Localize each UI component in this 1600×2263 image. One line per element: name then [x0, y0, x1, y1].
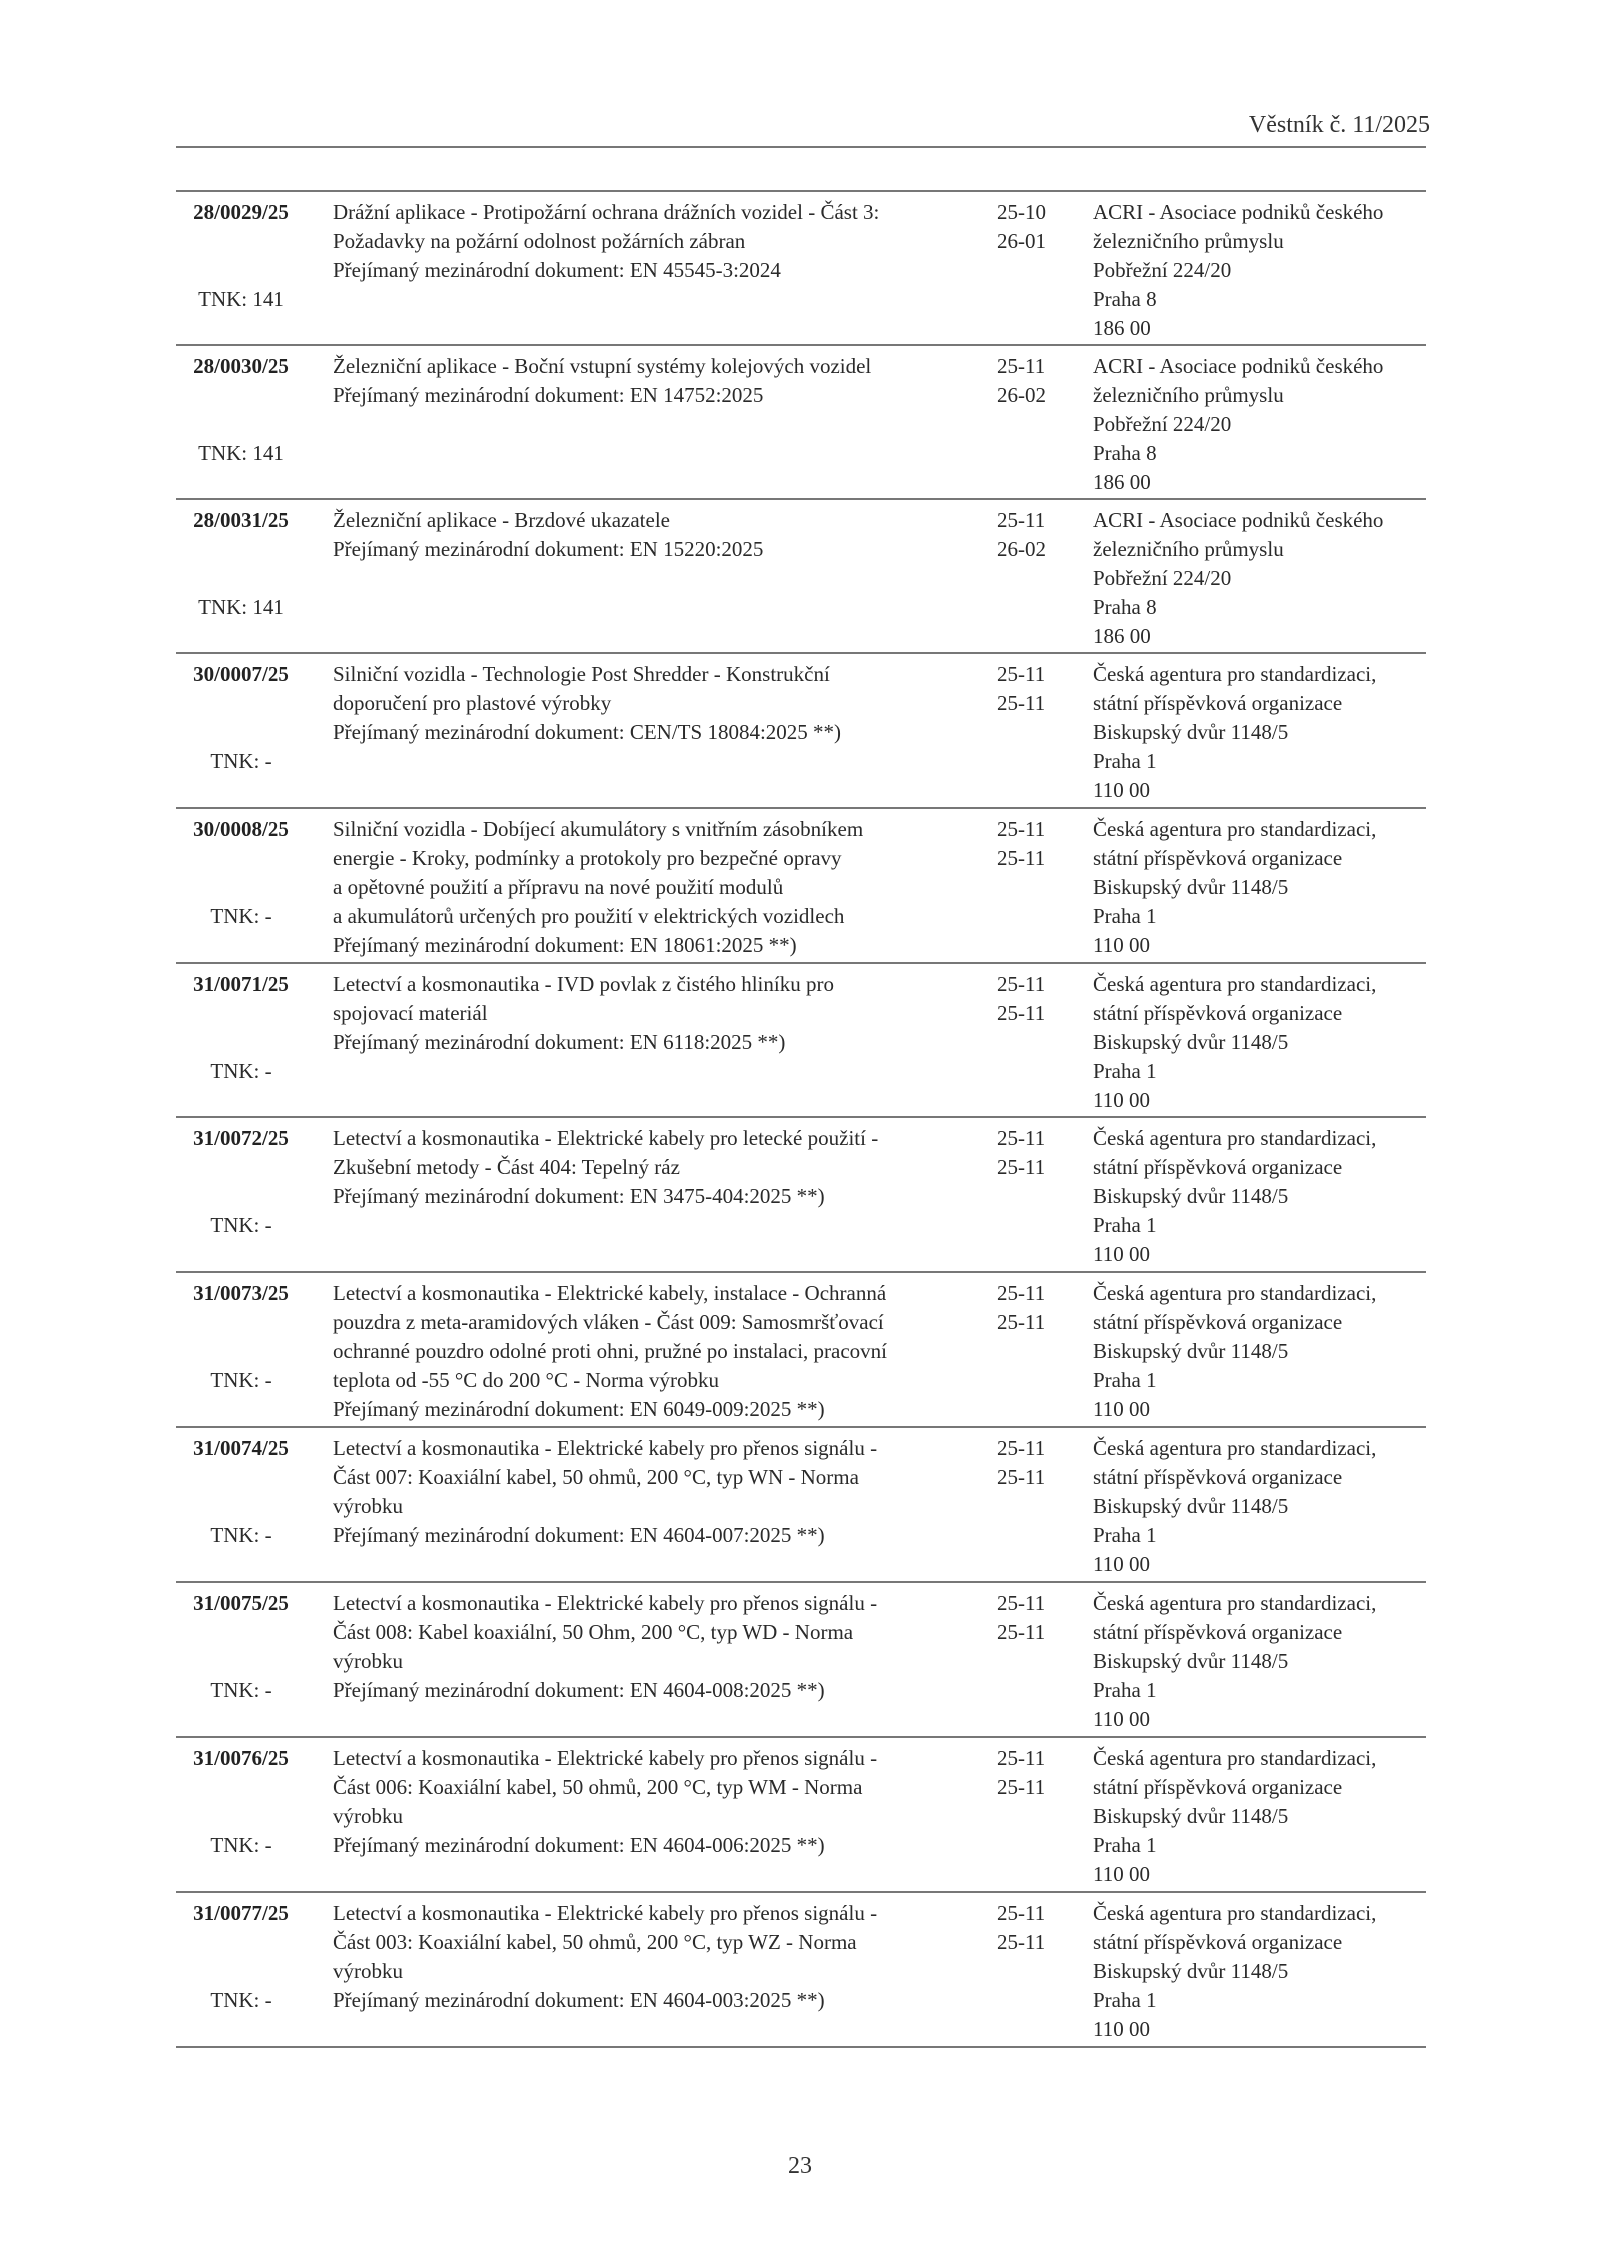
organization-line: Česká agentura pro standardizaci,	[1093, 1591, 1377, 1615]
organization-line: 186 00	[1093, 470, 1151, 494]
date-value: 26-02	[997, 383, 1046, 407]
date-value: 25-11	[997, 1775, 1046, 1799]
entry-id-column	[176, 506, 306, 619]
table-row	[176, 1893, 1426, 2048]
date-value: 25-11	[997, 1620, 1046, 1644]
description-line: Část 008: Kabel koaxiální, 50 Ohm, 200 °C, typ WD - Norma	[333, 1620, 854, 1644]
entry-organization	[1093, 1899, 1433, 2044]
description-line: Letectví a kosmonautika - IVD povlak z čistého hliníku pro	[333, 972, 834, 996]
organization-line: Praha 1	[1093, 1523, 1157, 1547]
entry-id-column	[176, 660, 306, 773]
entry-number: 31/0073/25	[193, 1281, 289, 1305]
description-line: výrobku	[333, 1494, 403, 1518]
organization-line: Biskupský dvůr 1148/5	[1093, 1339, 1289, 1363]
organization-line: Biskupský dvůr 1148/5	[1093, 1030, 1289, 1054]
entry-organization	[1093, 970, 1433, 1115]
date-value: 25-11	[997, 817, 1046, 841]
entry-dates	[997, 1279, 1067, 1337]
organization-line: ACRI - Asociace podniků českého	[1093, 508, 1384, 532]
entry-dates	[997, 506, 1067, 564]
description-line: spojovací materiál	[333, 1001, 488, 1025]
description-line: Přejímaný mezinárodní dokument: EN 6049-009:2025 **)	[333, 1397, 825, 1421]
entry-id-column	[176, 970, 306, 1083]
organization-line: 110 00	[1093, 2017, 1150, 2041]
entry-number: 30/0007/25	[193, 662, 289, 686]
table-row	[176, 1118, 1426, 1273]
organization-line: ACRI - Asociace podniků českého	[1093, 200, 1384, 224]
entry-tnk: TNK: -	[210, 1368, 272, 1392]
date-value: 25-11	[997, 1436, 1046, 1460]
description-line: Část 007: Koaxiální kabel, 50 ohmů, 200 °C, typ WN - Norma	[333, 1465, 859, 1489]
description-line: Přejímaný mezinárodní dokument: EN 4604-006:2025 **)	[333, 1833, 825, 1857]
organization-line: 186 00	[1093, 316, 1151, 340]
table-row	[176, 964, 1426, 1118]
description-line: teplota od -55 °C do 200 °C - Norma výrobku	[333, 1368, 719, 1392]
date-value: 26-01	[997, 229, 1046, 253]
organization-line: Biskupský dvůr 1148/5	[1093, 1804, 1289, 1828]
description-line: Přejímaný mezinárodní dokument: EN 4604-003:2025 **)	[333, 1988, 825, 2012]
entry-id-column	[176, 352, 306, 465]
entry-tnk: TNK: -	[210, 1678, 272, 1702]
description-line: Přejímaný mezinárodní dokument: CEN/TS 18084:2025 **)	[333, 720, 842, 744]
date-value: 25-11	[997, 354, 1046, 378]
description-line: Letectví a kosmonautika - Elektrické kabely pro přenos signálu -	[333, 1901, 878, 1925]
entry-organization	[1093, 198, 1433, 343]
organization-line: železničního průmyslu	[1093, 383, 1284, 407]
description-line: Přejímaný mezinárodní dokument: EN 3475-404:2025 **)	[333, 1184, 825, 1208]
description-line: výrobku	[333, 1649, 403, 1673]
entry-tnk: TNK: 141	[198, 595, 284, 619]
description-line: Letectví a kosmonautika - Elektrické kabely pro letecké použití -	[333, 1126, 879, 1150]
organization-line: Česká agentura pro standardizaci,	[1093, 972, 1377, 996]
entry-description	[333, 1124, 993, 1211]
entry-description	[333, 506, 993, 564]
entry-dates	[997, 352, 1067, 410]
entry-description	[333, 815, 993, 960]
entry-dates	[997, 1744, 1067, 1802]
organization-line: 110 00	[1093, 1552, 1150, 1576]
entry-tnk: TNK: -	[210, 1059, 272, 1083]
description-line: výrobku	[333, 1959, 403, 1983]
date-value: 25-11	[997, 691, 1046, 715]
organization-line: státní příspěvková organizace	[1093, 1155, 1343, 1179]
entry-tnk: TNK: -	[210, 1213, 272, 1237]
organization-line: Česká agentura pro standardizaci,	[1093, 1126, 1377, 1150]
description-line: Drážní aplikace - Protipožární ochrana drážních vozidel - Část 3:	[333, 200, 880, 224]
entry-organization	[1093, 1744, 1433, 1889]
organization-line: Biskupský dvůr 1148/5	[1093, 1494, 1289, 1518]
organization-line: Praha 1	[1093, 1988, 1157, 2012]
organization-line: 110 00	[1093, 1088, 1150, 1112]
date-value: 25-11	[997, 508, 1046, 532]
entry-number: 31/0072/25	[193, 1126, 289, 1150]
entry-number: 31/0076/25	[193, 1746, 289, 1770]
date-value: 25-11	[997, 1930, 1046, 1954]
entry-dates	[997, 1434, 1067, 1492]
entry-tnk: TNK: 141	[198, 287, 284, 311]
entry-description	[333, 1899, 993, 2015]
description-line: Silniční vozidla - Dobíjecí akumulátory s vnitřním zásobníkem	[333, 817, 864, 841]
entry-tnk: TNK: -	[210, 749, 272, 773]
header-divider	[176, 146, 1426, 148]
entry-dates	[997, 1124, 1067, 1182]
entry-id-column	[176, 1434, 306, 1547]
table-row	[176, 1738, 1426, 1893]
organization-line: Praha 8	[1093, 441, 1157, 465]
description-line: Přejímaný mezinárodní dokument: EN 15220:2025	[333, 537, 764, 561]
entry-organization	[1093, 1124, 1433, 1269]
description-line: Přejímaný mezinárodní dokument: EN 45545-3:2024	[333, 258, 781, 282]
description-line: doporučení pro plastové výrobky	[333, 691, 612, 715]
entry-organization	[1093, 1279, 1433, 1424]
description-line: Přejímaný mezinárodní dokument: EN 14752:2025	[333, 383, 764, 407]
organization-line: Praha 1	[1093, 1368, 1157, 1392]
date-value: 25-11	[997, 1310, 1046, 1334]
organization-line: státní příspěvková organizace	[1093, 1775, 1343, 1799]
table-row	[176, 654, 1426, 809]
organization-line: 110 00	[1093, 1862, 1150, 1886]
organization-line: Česká agentura pro standardizaci,	[1093, 1746, 1377, 1770]
page-number: 23	[788, 2153, 812, 2179]
table-row	[176, 346, 1426, 500]
entry-number: 28/0029/25	[193, 200, 289, 224]
organization-line: 186 00	[1093, 624, 1151, 648]
entry-description	[333, 1589, 993, 1705]
entry-number: 31/0071/25	[193, 972, 289, 996]
organization-line: železničního průmyslu	[1093, 229, 1284, 253]
date-value: 25-11	[997, 846, 1046, 870]
organization-line: Praha 1	[1093, 1059, 1157, 1083]
date-value: 25-11	[997, 1001, 1046, 1025]
description-line: Přejímaný mezinárodní dokument: EN 4604-007:2025 **)	[333, 1523, 825, 1547]
description-line: Letectví a kosmonautika - Elektrické kabely pro přenos signálu -	[333, 1591, 878, 1615]
entry-tnk: TNK: -	[210, 1523, 272, 1547]
description-line: Přejímaný mezinárodní dokument: EN 6118:2025 **)	[333, 1030, 786, 1054]
table-row	[176, 1428, 1426, 1583]
organization-line: státní příspěvková organizace	[1093, 1310, 1343, 1334]
entry-dates	[997, 815, 1067, 873]
organization-line: státní příspěvková organizace	[1093, 1930, 1343, 1954]
organization-line: Pobřežní 224/20	[1093, 258, 1232, 282]
organization-line: Biskupský dvůr 1148/5	[1093, 720, 1289, 744]
organization-line: Česká agentura pro standardizaci,	[1093, 1281, 1377, 1305]
description-line: a opětovné použití a přípravu na nové použití modulů	[333, 875, 784, 899]
entry-dates	[997, 660, 1067, 718]
entry-number: 31/0075/25	[193, 1591, 289, 1615]
entry-number: 28/0031/25	[193, 508, 289, 532]
entry-tnk: TNK: -	[210, 1833, 272, 1857]
table-row	[176, 809, 1426, 964]
organization-line: Praha 8	[1093, 595, 1157, 619]
entry-description	[333, 660, 993, 747]
entry-id-column	[176, 198, 306, 311]
description-line: energie - Kroky, podmínky a protokoly pro bezpečné opravy	[333, 846, 842, 870]
date-value: 25-11	[997, 1155, 1046, 1179]
organization-line: Biskupský dvůr 1148/5	[1093, 1184, 1289, 1208]
table-row	[176, 1273, 1426, 1428]
date-value: 25-11	[997, 662, 1046, 686]
entry-dates	[997, 198, 1067, 256]
entry-organization	[1093, 506, 1433, 651]
entry-id-column	[176, 1279, 306, 1392]
organization-line: Česká agentura pro standardizaci,	[1093, 1901, 1377, 1925]
description-line: a akumulátorů určených pro použití v elektrických vozidlech	[333, 904, 845, 928]
organization-line: Praha 1	[1093, 1833, 1157, 1857]
description-line: Železniční aplikace - Boční vstupní systémy kolejových vozidel	[333, 354, 872, 378]
organization-line: Pobřežní 224/20	[1093, 566, 1232, 590]
entry-number: 28/0030/25	[193, 354, 289, 378]
entry-organization	[1093, 1589, 1433, 1734]
date-value: 25-11	[997, 1126, 1046, 1150]
organization-line: státní příspěvková organizace	[1093, 1620, 1343, 1644]
organization-line: 110 00	[1093, 1397, 1150, 1421]
description-line: Přejímaný mezinárodní dokument: EN 18061:2025 **)	[333, 933, 797, 957]
organization-line: státní příspěvková organizace	[1093, 1465, 1343, 1489]
organization-line: státní příspěvková organizace	[1093, 691, 1343, 715]
date-value: 25-11	[997, 1281, 1046, 1305]
organization-line: Praha 1	[1093, 749, 1157, 773]
entry-tnk: TNK: -	[210, 904, 272, 928]
organization-line: 110 00	[1093, 1242, 1150, 1266]
organization-line: Praha 1	[1093, 1213, 1157, 1237]
entry-number: 31/0074/25	[193, 1436, 289, 1460]
entry-organization	[1093, 352, 1433, 497]
organization-line: Biskupský dvůr 1148/5	[1093, 875, 1289, 899]
organization-line: 110 00	[1093, 933, 1150, 957]
entry-description	[333, 1434, 993, 1550]
page-header-title: Věstník č. 11/2025	[1248, 112, 1430, 138]
description-line: Část 003: Koaxiální kabel, 50 ohmů, 200 °C, typ WZ - Norma	[333, 1930, 857, 1954]
organization-line: Biskupský dvůr 1148/5	[1093, 1959, 1289, 1983]
organization-line: 110 00	[1093, 778, 1150, 802]
description-line: Silniční vozidla - Technologie Post Shredder - Konstrukční	[333, 662, 830, 686]
date-value: 25-11	[997, 972, 1046, 996]
entry-id-column	[176, 1744, 306, 1857]
entry-dates	[997, 1589, 1067, 1647]
organization-line: Česká agentura pro standardizaci,	[1093, 1436, 1377, 1460]
date-value: 25-11	[997, 1465, 1046, 1489]
entry-description	[333, 1744, 993, 1860]
date-value: 25-11	[997, 1746, 1046, 1770]
organization-line: železničního průmyslu	[1093, 537, 1284, 561]
description-line: Letectví a kosmonautika - Elektrické kabely, instalace - Ochranná	[333, 1281, 887, 1305]
entry-number: 30/0008/25	[193, 817, 289, 841]
table-row	[176, 1583, 1426, 1738]
entry-id-column	[176, 815, 306, 928]
description-line: Železniční aplikace - Brzdové ukazatele	[333, 508, 670, 532]
entry-description	[333, 352, 993, 410]
entry-dates	[997, 970, 1067, 1028]
entry-description	[333, 1279, 993, 1424]
description-line: Letectví a kosmonautika - Elektrické kabely pro přenos signálu -	[333, 1746, 878, 1770]
entry-tnk: TNK: -	[210, 1988, 272, 2012]
date-value: 25-11	[997, 1591, 1046, 1615]
organization-line: ACRI - Asociace podniků českého	[1093, 354, 1384, 378]
entry-description	[333, 198, 993, 285]
entry-number: 31/0077/25	[193, 1901, 289, 1925]
description-line: ochranné pouzdro odolné proti ohni, pružné po instalaci, pracovní	[333, 1339, 887, 1363]
standards-table	[176, 190, 1426, 2048]
description-line: pouzdra z meta-aramidových vláken - Část 009: Samosmršťovací	[333, 1310, 884, 1334]
date-value: 25-11	[997, 1901, 1046, 1925]
organization-line: Biskupský dvůr 1148/5	[1093, 1649, 1289, 1673]
organization-line: Česká agentura pro standardizaci,	[1093, 662, 1377, 686]
entry-id-column	[176, 1589, 306, 1702]
organization-line: Pobřežní 224/20	[1093, 412, 1232, 436]
description-line: Část 006: Koaxiální kabel, 50 ohmů, 200 °C, typ WM - Norma	[333, 1775, 863, 1799]
entry-organization	[1093, 815, 1433, 960]
organization-line: státní příspěvková organizace	[1093, 846, 1343, 870]
description-line: výrobku	[333, 1804, 403, 1828]
entry-organization	[1093, 660, 1433, 805]
organization-line: 110 00	[1093, 1707, 1150, 1731]
organization-line: Praha 8	[1093, 287, 1157, 311]
description-line: Požadavky na požární odolnost požárních zábran	[333, 229, 746, 253]
organization-line: Praha 1	[1093, 904, 1157, 928]
entry-id-column	[176, 1124, 306, 1237]
date-value: 25-10	[997, 200, 1046, 224]
entry-organization	[1093, 1434, 1433, 1579]
table-row	[176, 500, 1426, 654]
table-row	[176, 192, 1426, 346]
entry-id-column	[176, 1899, 306, 2012]
description-line: Letectví a kosmonautika - Elektrické kabely pro přenos signálu -	[333, 1436, 878, 1460]
entry-dates	[997, 1899, 1067, 1957]
organization-line: Česká agentura pro standardizaci,	[1093, 817, 1377, 841]
description-line: Zkušební metody - Část 404: Tepelný ráz	[333, 1155, 680, 1179]
organization-line: Praha 1	[1093, 1678, 1157, 1702]
date-value: 26-02	[997, 537, 1046, 561]
organization-line: státní příspěvková organizace	[1093, 1001, 1343, 1025]
entry-tnk: TNK: 141	[198, 441, 284, 465]
description-line: Přejímaný mezinárodní dokument: EN 4604-008:2025 **)	[333, 1678, 825, 1702]
entry-description	[333, 970, 993, 1057]
